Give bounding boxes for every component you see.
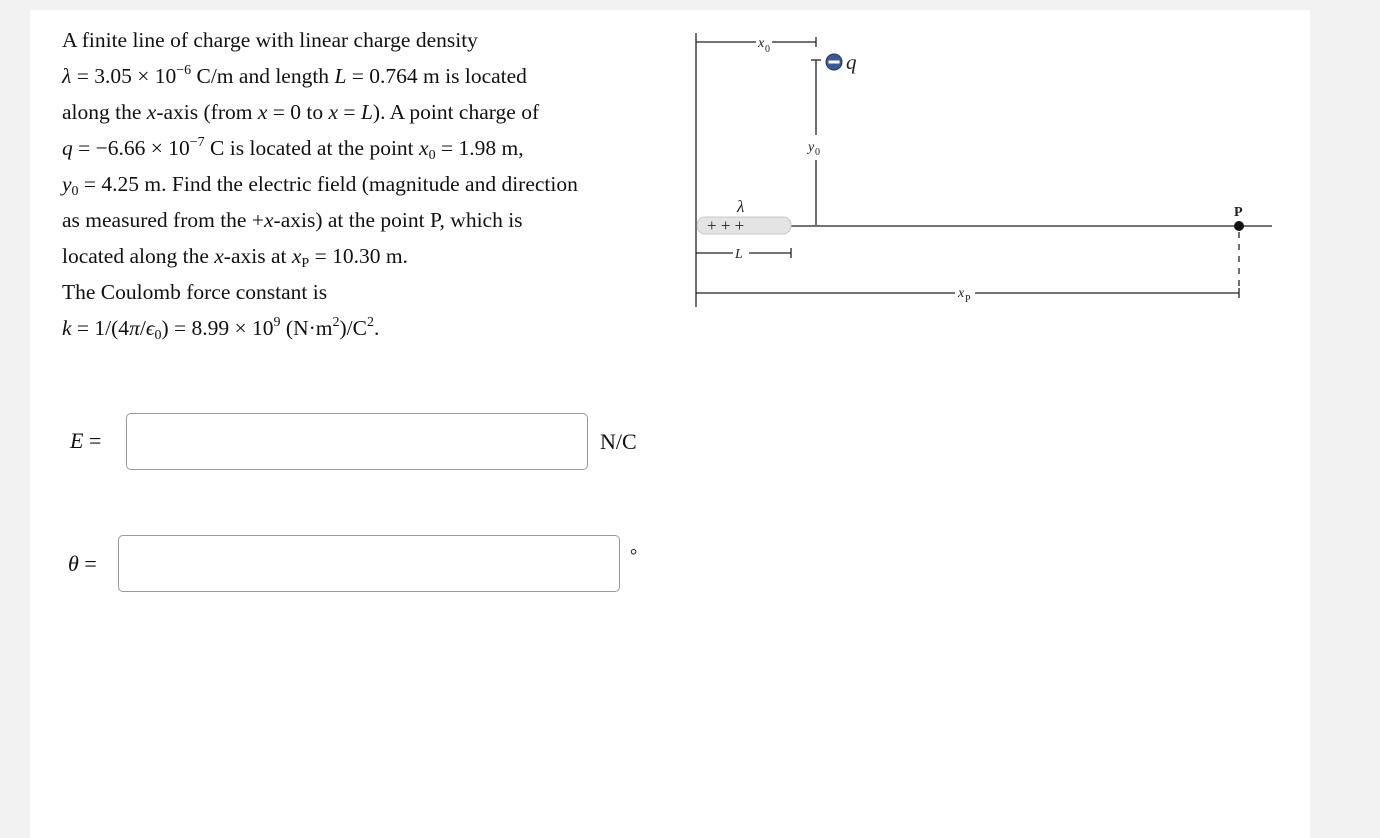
- text: located along the: [62, 244, 215, 268]
- x-symbol: x: [214, 244, 224, 268]
- y0-label: y: [808, 140, 815, 155]
- text: .: [373, 316, 380, 340]
- xp-subscript: P: [965, 294, 971, 305]
- lambda-label: λ: [737, 197, 745, 216]
- text: as measured from the +: [62, 208, 264, 232]
- text: The Coulomb force constant is: [62, 280, 328, 304]
- e-answer-input[interactable]: [126, 413, 588, 470]
- exponent: 2: [366, 315, 374, 330]
- equals-sign: =: [78, 551, 97, 576]
- text: A finite line of charge with linear charge density: [62, 28, 478, 52]
- e-symbol: E: [70, 428, 84, 453]
- p-label: P: [1234, 205, 1243, 220]
- subscript: 0: [71, 184, 79, 199]
- text: -axis at: [223, 244, 292, 268]
- theta-label: [68, 551, 97, 577]
- text: = 10.30 m.: [309, 244, 408, 268]
- length-symbol: L: [334, 64, 347, 88]
- subscript: 0: [428, 148, 436, 163]
- text: = 1.98 m,: [435, 136, 524, 160]
- y-symbol: y: [62, 172, 72, 196]
- text: = 1/(4: [71, 316, 130, 340]
- k-symbol: k: [62, 316, 72, 340]
- minus-sign-icon: [829, 61, 840, 64]
- exponent: 9: [273, 315, 281, 330]
- x-symbol: x: [146, 100, 157, 124]
- q-symbol: q: [62, 136, 73, 160]
- text: (N·m: [280, 316, 333, 340]
- text: = −6.66 × 10: [72, 136, 190, 160]
- text: /: [139, 316, 146, 340]
- text: -axis) at the point P, which is: [273, 208, 523, 232]
- text: ). A point charge of: [372, 100, 540, 124]
- text: =: [338, 100, 361, 124]
- theta-answer-input[interactable]: [118, 535, 620, 592]
- q-label: q: [846, 50, 857, 74]
- x-symbol: x: [419, 136, 429, 160]
- epsilon-symbol: ϵ: [145, 316, 155, 340]
- text: C/m and length: [191, 64, 335, 88]
- text: = 0.764 m is located: [346, 64, 527, 88]
- exponent: −6: [176, 63, 192, 78]
- x0-subscript: 0: [765, 44, 770, 55]
- pi-symbol: π: [129, 316, 140, 340]
- text: C is located at the point: [204, 136, 420, 160]
- plus-signs: + + +: [707, 216, 745, 235]
- text: )/C: [339, 316, 367, 340]
- l-label: L: [735, 247, 743, 262]
- lambda-symbol: λ: [62, 64, 72, 88]
- theta-symbol: θ: [68, 551, 79, 576]
- x-symbol: x: [257, 100, 268, 124]
- x-symbol: x: [291, 244, 302, 268]
- e-unit: N/C: [600, 429, 637, 454]
- y0-subscript: 0: [815, 147, 820, 158]
- text: = 0 to: [267, 100, 329, 124]
- x-symbol: x: [328, 100, 339, 124]
- text: along the: [62, 100, 147, 124]
- x-symbol: x: [263, 208, 274, 232]
- length-symbol: L: [360, 100, 373, 124]
- exponent: −7: [189, 135, 205, 150]
- xp-label: x: [958, 286, 965, 301]
- text: = 4.25 m. Find the electric field (magnitude and direction: [78, 172, 578, 196]
- e-label: [70, 428, 101, 454]
- text: -axis (from: [156, 100, 258, 124]
- subscript: P: [301, 256, 310, 271]
- theta-unit: °: [630, 545, 638, 565]
- text: ) = 8.99 × 10: [161, 316, 274, 340]
- charge-diagram: [0, 0, 1380, 340]
- x0-label: x: [758, 36, 765, 51]
- exponent: 2: [332, 315, 340, 330]
- text: = 3.05 × 10: [71, 64, 177, 88]
- subscript: 0: [154, 328, 162, 343]
- point-p-icon: [1234, 221, 1244, 231]
- equals-sign: =: [83, 428, 102, 453]
